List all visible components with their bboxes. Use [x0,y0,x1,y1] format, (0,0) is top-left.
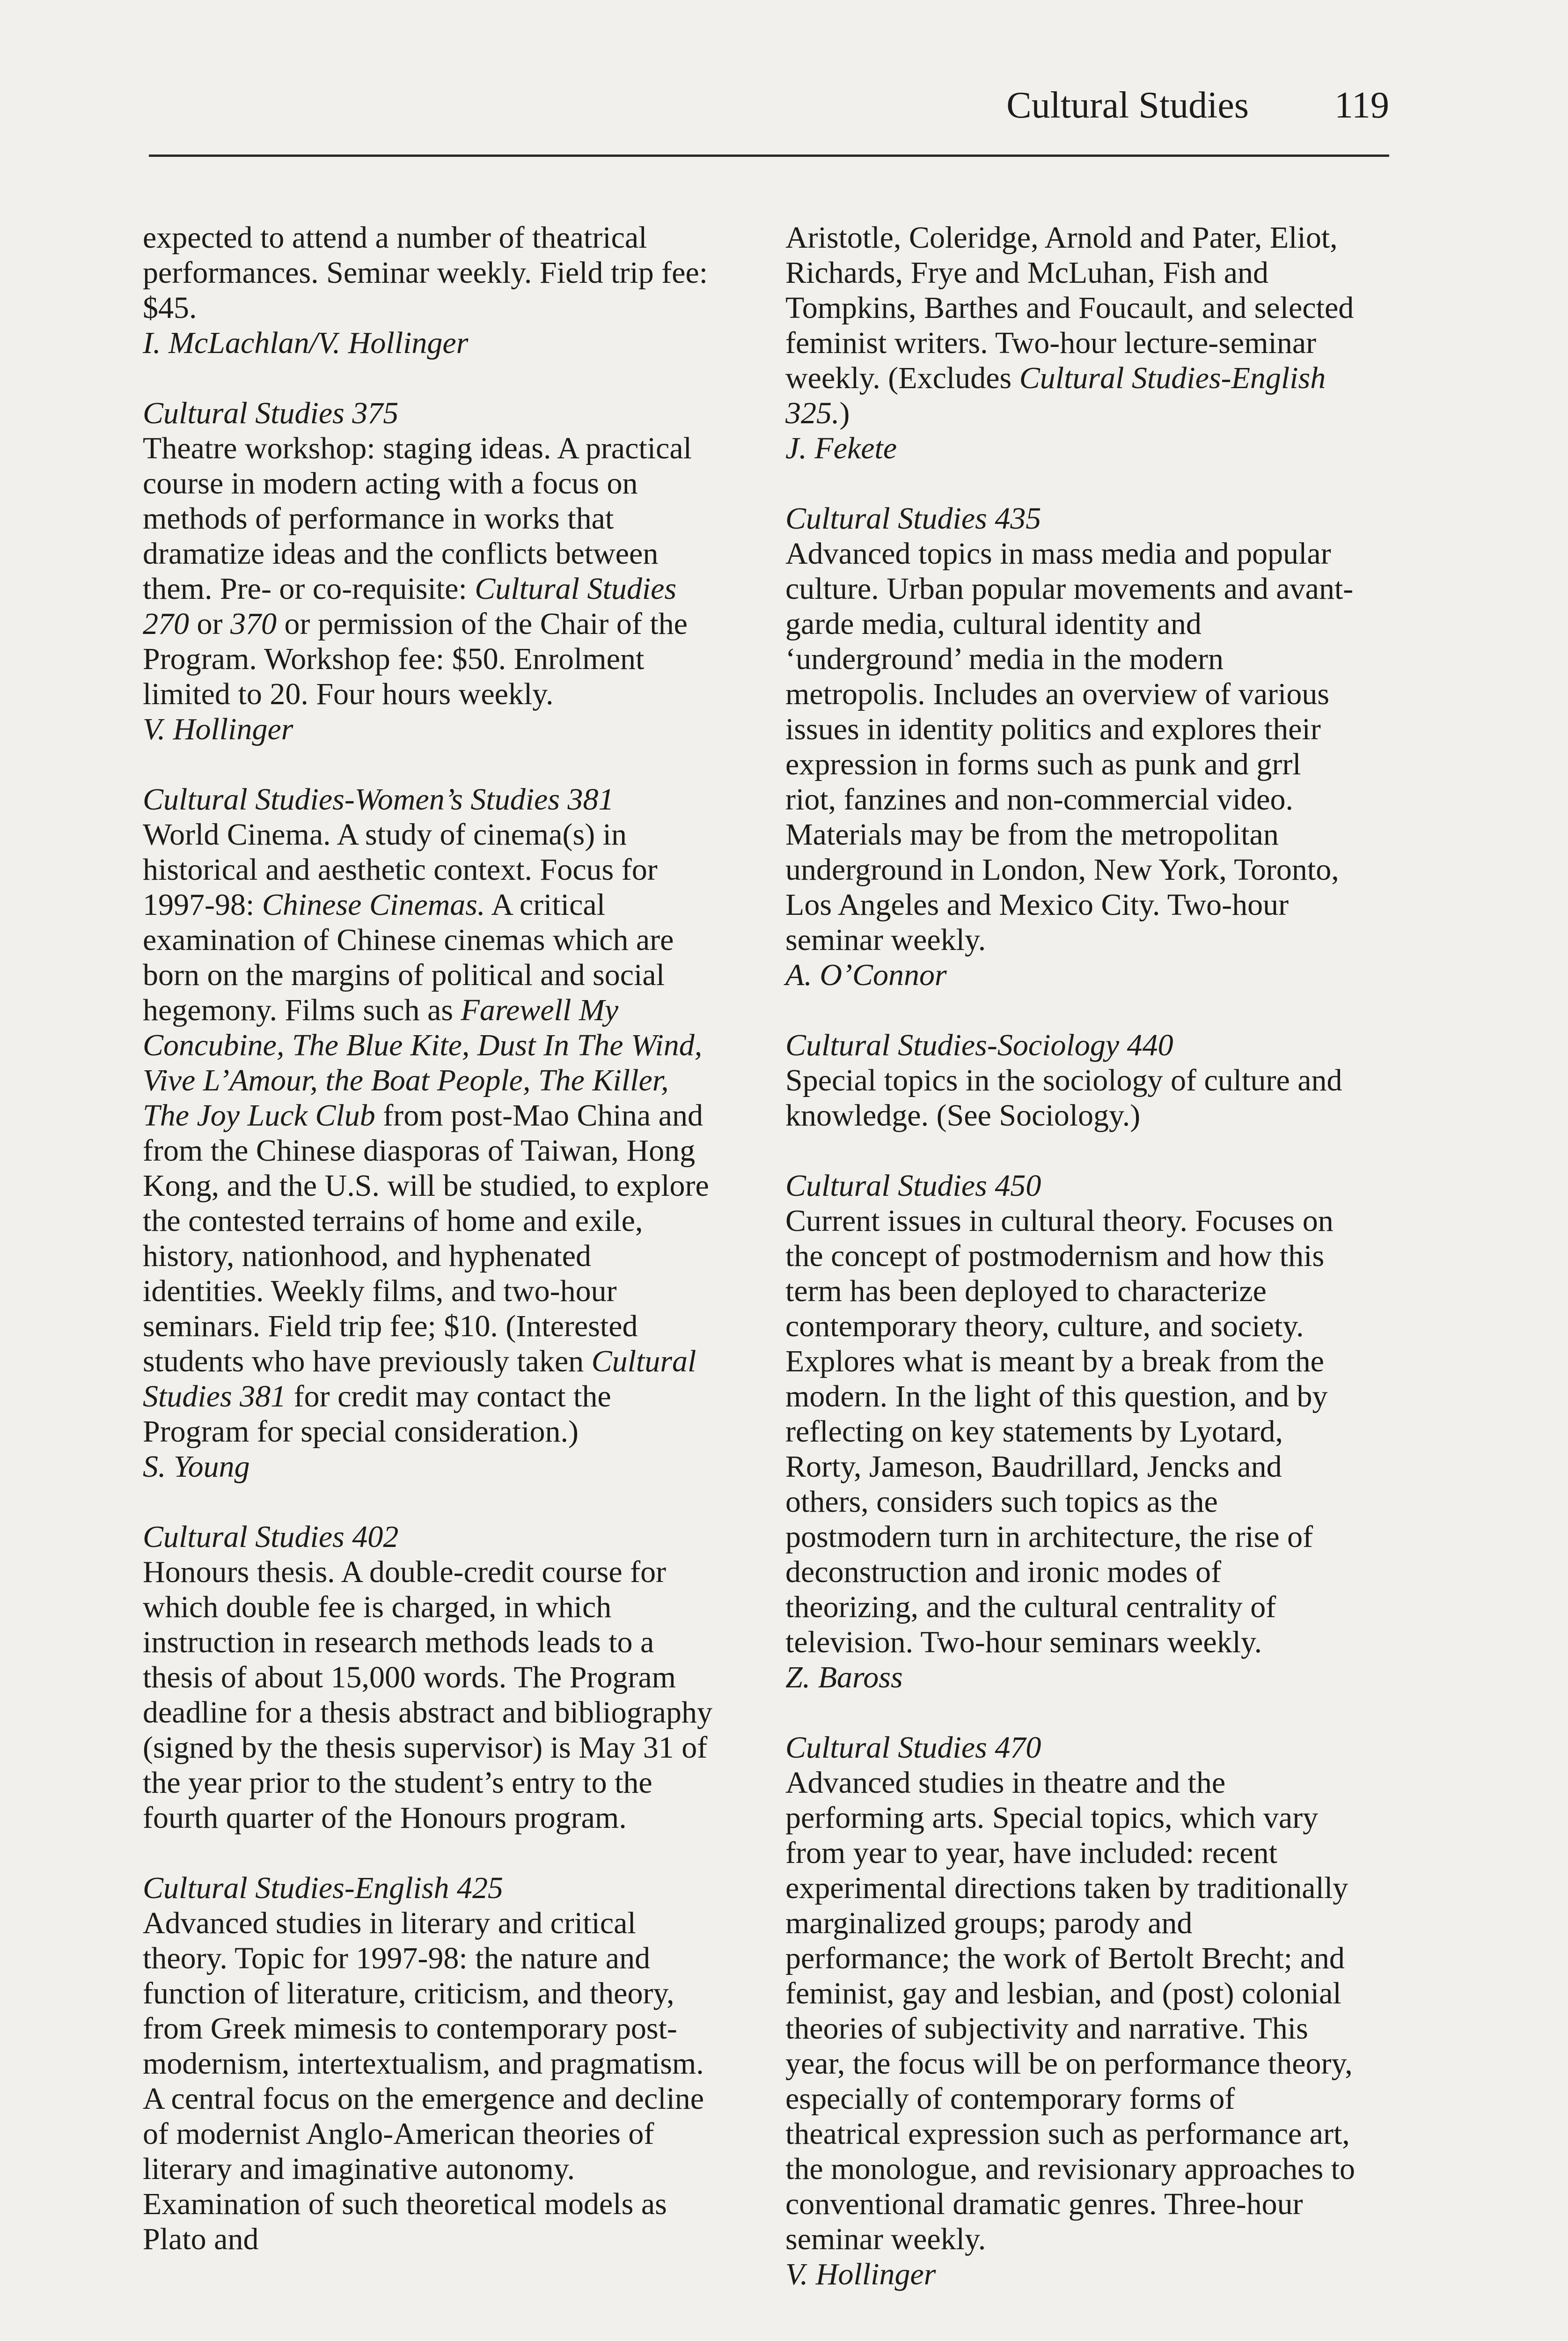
course-title: Cultural Studies 470 [785,1730,1041,1765]
course-title: Cultural Studies-Sociology 440 [785,1028,1173,1062]
course-entry-425-continued [785,220,1356,466]
course-description: expected to attend a number of theatrical performances. Seminar weekly. Field trip fee: $45. [143,221,708,325]
left-column [143,220,714,2292]
course-entry-381 [143,782,714,1484]
course-description: Aristotle, Coleridge, Arnold and Pater, Eliot, Richards, Frye and McLuhan, Fish and Tompkins, Barthes and Foucault, and selected feminist writers. Two-hour lecture-seminar weekly. (Excludes Cultural Studies-English 325.) [785,221,1354,430]
course-entry-440 [785,1028,1356,1133]
course-description: Honours thesis. A double-credit course for which double fee is charged, in which instruction in research methods leads to a thesis of about 15,000 words. The Program deadline for a thesis abstract and bibliography (signed by the thesis supervisor) is May 31 of the year prior to the student’s entry to the fourth quarter of the Honours program. [143,1555,712,1835]
course-entry-425 [143,1870,714,2257]
course-description: Advanced topics in mass media and popular culture. Urban popular movements and avant-garde media, cultural identity and ‘underground’ media in the modern metropolis. Includes an overview of various issues in identity politics and explores their expression in forms such as punk and grrl riot, fanzines and non-commercial video. Materials may be from the metropolitan underground in London, New York, Toronto, Los Angeles and Mexico City. Two-hour seminar weekly. [785,537,1354,957]
course-entry-continuation [143,220,714,361]
course-entry-450 [785,1168,1356,1695]
course-description: Advanced studies in theatre and the performing arts. Special topics, which vary from year to year, have included: recent experimental directions taken by traditionally marginalized groups; parody and performance; the work of Bertolt Brecht; and feminist, gay and lesbian, and (post) colonial theories of subjectivity and narrative. This year, the focus will be on performance theory, especially of contemporary forms of theatrical expression such as performance art, the monologue, and revisionary approaches to conventional dramatic genres. Three-hour seminar weekly. [785,1766,1355,2256]
course-title: Cultural Studies 435 [785,501,1041,536]
course-title: Cultural Studies 450 [785,1169,1041,1203]
course-description: World Cinema. A study of cinema(s) in historical and aesthetic context. Focus for 1997-98: Chinese Cinemas. A critical examination of Chinese cinemas which are born on the margins of political and social hegemony. Films such as Farewell My Concubine, The Blue Kite, Dust In The Wind, Vive L’Amour, the Boat People, The Killer, The Joy Luck Club from post-Mao China and from the Chinese diasporas of Taiwan, Hong Kong, and the U.S. will be studied, to explore the contested terrains of home and exile, history, nationhood, and hyphenated identities. Weekly films, and two-hour seminars. Field trip fee; $10. (Interested students who have previously taken Cultural Studies 381 for credit may contact the Program for special consideration.) [143,817,709,1449]
course-title: Cultural Studies-English 425 [143,1871,504,1905]
course-entry-402 [143,1519,714,1835]
course-entry-375 [143,396,714,747]
course-instructor: S. Young [143,1450,250,1484]
course-title: Cultural Studies 375 [143,396,399,430]
course-entry-435 [785,501,1356,993]
course-instructor: J. Fekete [785,431,897,465]
course-instructor: V. Hollinger [143,712,293,746]
course-instructor: I. McLachlan/V. Hollinger [143,326,469,360]
course-description: Theatre workshop: staging ideas. A practical course in modern acting with a focus on methods of performance in works that dramatize ideas and the conflicts between them. Pre- or co-requisite: Cultural Studies 270 or 370 or permission of the Chair of the Program. Workshop fee: $50. Enrolment limited to 20. Four hours weekly. [143,431,692,711]
right-column [785,220,1356,2327]
course-description: Special topics in the sociology of culture and knowledge. (See Sociology.) [785,1063,1342,1133]
course-instructor: V. Hollinger [785,2257,936,2291]
course-title: Cultural Studies 402 [143,1520,399,1554]
course-instructor: A. O’Connor [785,958,947,992]
page-header [149,75,1389,157]
course-description: Advanced studies in literary and critical theory. Topic for 1997-98: the nature and function of literature, criticism, and theory, from Greek mimesis to contemporary post-modernism, intertextualism, and pragmatism. A central focus on the emergence and decline of modernist Anglo-American theories of literary and imaginative autonomy. Examination of such theoretical models as Plato and [143,1906,704,2256]
course-instructor: Z. Baross [785,1660,903,1694]
section-title: Cultural Studies [1006,85,1249,126]
course-title: Cultural Studies-Women’s Studies 381 [143,782,614,817]
page-number: 119 [1334,85,1389,126]
course-entry-470 [785,1730,1356,2292]
course-description: Current issues in cultural theory. Focuses on the concept of postmodernism and how this term has been deployed to characterize contemporary theory, culture, and society. Explores what is meant by a break from the modern. In the light of this question, and by reflecting on key statements by Lyotard, Rorty, Jameson, Baudrillard, Jencks and others, considers such topics as the postmodern turn in architecture, the rise of deconstruction and ironic modes of theorizing, and the cultural centrality of television. Two-hour seminars weekly. [785,1204,1334,1659]
